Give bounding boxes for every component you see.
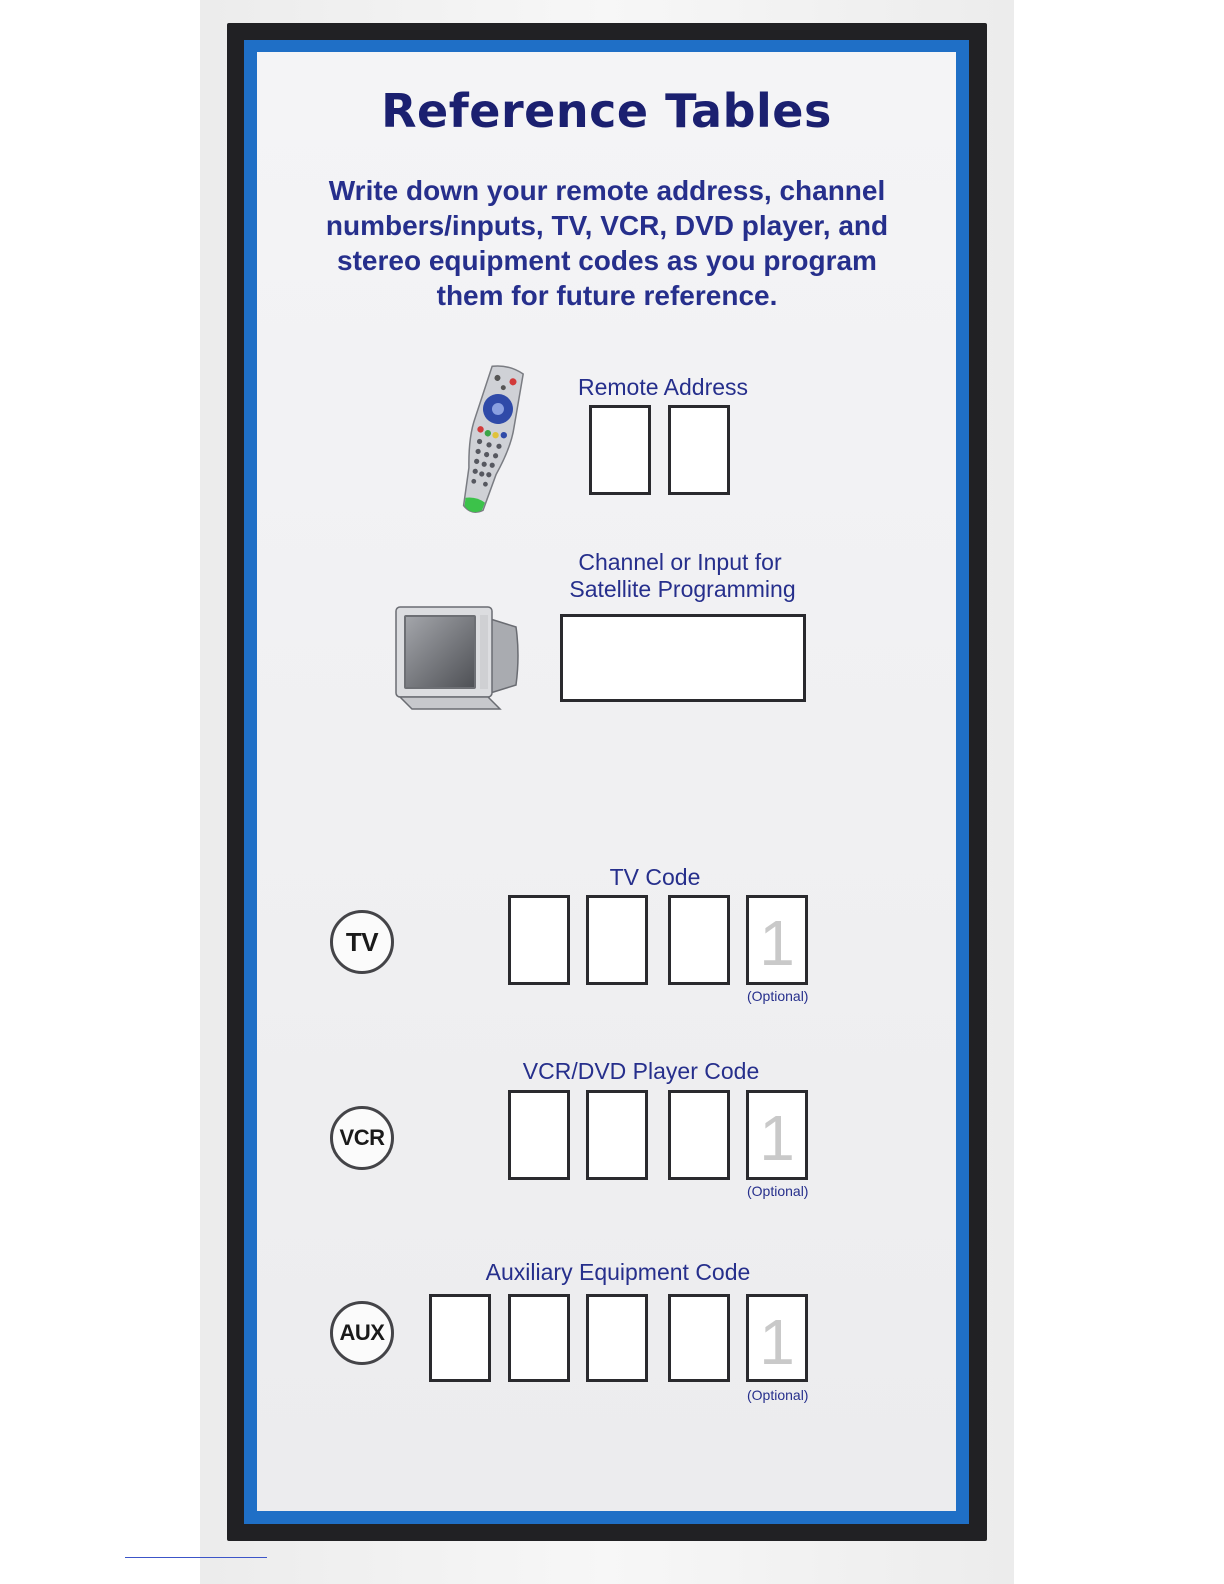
remote-address-digit-1[interactable] xyxy=(589,405,651,495)
remote-control-icon xyxy=(440,362,540,520)
aux-code-digit-2[interactable] xyxy=(508,1294,570,1382)
tv-code-optional-digit[interactable] xyxy=(746,895,808,985)
tv-code-label: TV Code xyxy=(609,864,701,890)
channel-label-line2: Satellite Programming xyxy=(569,576,796,602)
aux-code-optional-digit[interactable] xyxy=(746,1294,808,1382)
remote-address-digit-2[interactable] xyxy=(668,405,730,495)
vcr-code-digit-1[interactable] xyxy=(508,1090,570,1180)
vcr-code-label: VCR/DVD Player Code xyxy=(522,1058,760,1084)
channel-label-line1: Channel or Input for xyxy=(578,549,782,575)
aux-badge: AUX xyxy=(330,1301,394,1365)
vcr-code-optional-digit[interactable] xyxy=(746,1090,808,1180)
page-title: Reference Tables xyxy=(381,84,832,138)
tv-code-digit-1[interactable] xyxy=(508,895,570,985)
intro-text: Write down your remote address, channel numbers/inputs, TV, VCR, DVD player, and stereo equipment codes as you program them for future reference. xyxy=(325,175,889,311)
tv-badge: TV xyxy=(330,910,394,974)
tv-code-digit-2[interactable] xyxy=(586,895,648,985)
television-icon xyxy=(392,603,524,717)
vcr-code-digit-2[interactable] xyxy=(586,1090,648,1180)
vcr-optional-note: (Optional) xyxy=(747,1183,809,1199)
channel-input-box[interactable] xyxy=(560,614,806,702)
footer-rule xyxy=(125,1557,267,1558)
tv-code-digit-3[interactable] xyxy=(668,895,730,985)
tv-optional-digit-text: 1 xyxy=(759,907,795,979)
tv-optional-note: (Optional) xyxy=(747,988,809,1004)
aux-code-label: Auxiliary Equipment Code xyxy=(485,1259,751,1285)
aux-optional-note: (Optional) xyxy=(747,1387,809,1403)
aux-code-digit-1[interactable] xyxy=(429,1294,491,1382)
remote-address-label: Remote Address xyxy=(577,374,749,400)
aux-optional-digit-text: 1 xyxy=(759,1306,795,1378)
aux-code-digit-4[interactable] xyxy=(668,1294,730,1382)
aux-code-digit-3[interactable] xyxy=(586,1294,648,1382)
vcr-badge: VCR xyxy=(330,1106,394,1170)
vcr-optional-digit-text: 1 xyxy=(759,1102,795,1174)
vcr-code-digit-3[interactable] xyxy=(668,1090,730,1180)
